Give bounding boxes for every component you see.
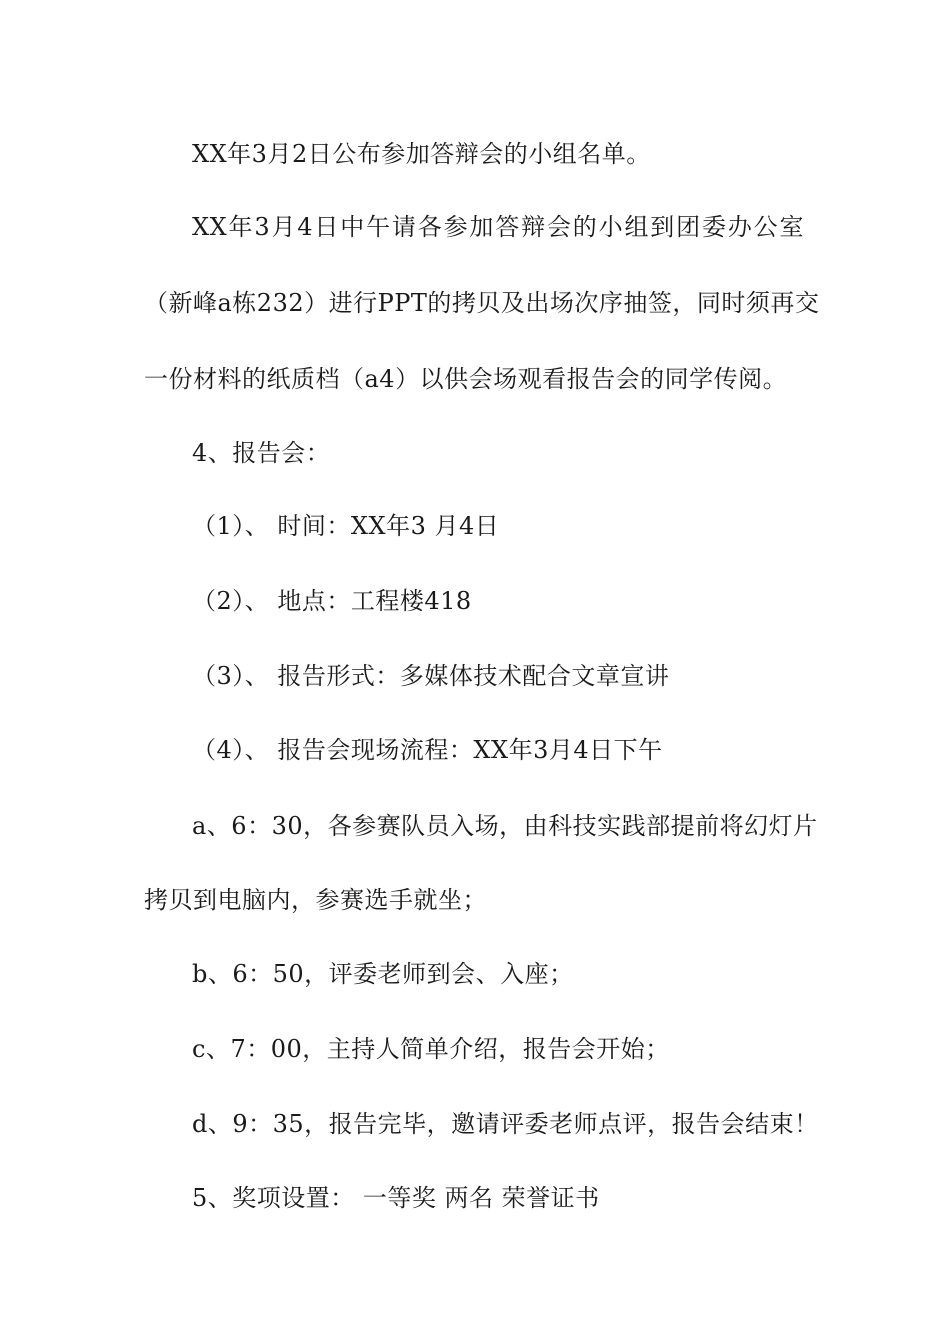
procedure-step-b: b、6：50，评委老师到会、入座； — [192, 960, 574, 988]
list-item-format: （3）、 报告形式：多媒体技术配合文章宣讲 — [192, 662, 670, 690]
paragraph-line-2: XX年3月4日中午请各参加答辩会的小组到团委办公室 — [192, 213, 804, 241]
section-heading-report: 4、报告会： — [192, 439, 331, 467]
procedure-step-a-cont: 拷贝到电脑内，参赛选手就坐； — [144, 886, 487, 914]
paragraph-line-1: XX年3月2日公布参加答辩会的小组名单。 — [192, 140, 651, 168]
list-item-procedure: （4）、 报告会现场流程：XX年3月4日下午 — [192, 736, 663, 764]
list-item-location: （2）、 地点：工程楼418 — [192, 587, 472, 615]
procedure-step-c: c、7：00，主持人简单介绍，报告会开始； — [192, 1035, 670, 1063]
procedure-step-d: d、9：35，报告完毕，邀请评委老师点评，报告会结束！ — [192, 1110, 819, 1138]
section-heading-awards: 5、奖项设置： 一等奖 两名 荣誉证书 — [192, 1184, 600, 1212]
paragraph-line-4: 一份材料的纸质档（a4）以供会场观看报告会的同学传阅。 — [144, 365, 788, 393]
list-item-time: （1）、 时间：XX年3 月4日 — [192, 512, 500, 540]
procedure-step-a: a、6：30，各参赛队员入场，由科技实践部提前将幻灯片 — [192, 812, 818, 840]
paragraph-line-3: （新峰a栋232）进行PPT的拷贝及出场次序抽签，同时须再交 — [144, 289, 820, 317]
